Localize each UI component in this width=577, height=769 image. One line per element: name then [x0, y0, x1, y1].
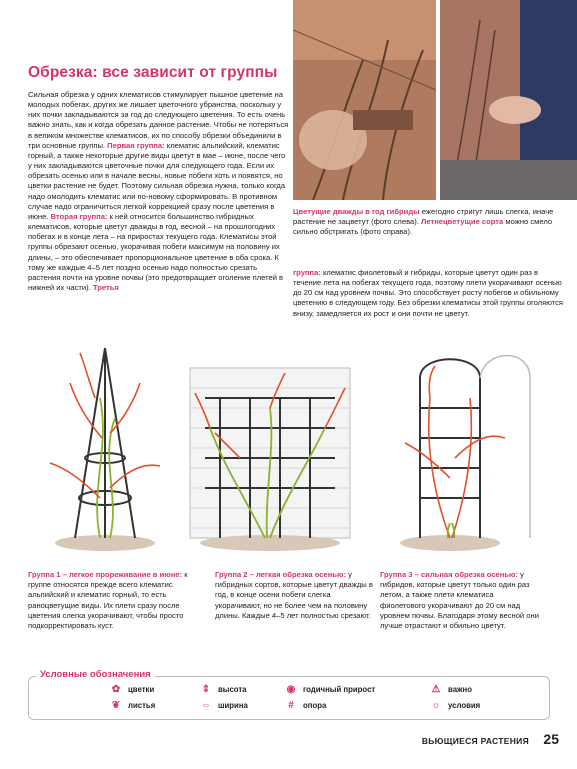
caption-highlight-1: Цветущие дважды в год гибриды: [293, 207, 420, 216]
legend-label: годичный прирост: [303, 685, 376, 694]
growth-icon: ◉: [286, 684, 296, 695]
legend-item-support: [285, 700, 326, 711]
caption-highlight-2: Летнецветущие сорта: [421, 217, 504, 226]
legend-label: важно: [448, 685, 473, 694]
group1-text: клематис альпийский, клематис горный, а также некоторые другие виды цветут в мае – июне, после чего у них закладываются цветочные почки для следующего года. Если их обрезать осенью или в начале весны, новые побеги хоть и появятся, но цветки растение не будет. Поэтому сильная обрезка нужна, только когда надо омолодить клематис или по-новому сформировать. В противном случае надо ограничиться легкой коррекцией сразу после цветения в июне.: [28, 140, 286, 221]
illustration-group1: [40, 338, 170, 558]
page-number: 25: [543, 731, 559, 747]
intro-paragraph: Сильная обрезка у одних клематисов стимулирует пышное цветение на молодых побегах, других же лишает цветочного убранства, поскольку у них почки закладываются за год до следующего цветения. То есть очень важно знать, как и когда обрезать данное растение. Чтобы не потеряться в великом множестве клематисов, их по способу обрезки объединили в три основные группы.: [28, 90, 289, 150]
legend-item-width: [200, 700, 248, 711]
legend-label: условия: [448, 701, 481, 710]
height-icon: ⇕: [201, 684, 211, 695]
legend-label: опора: [303, 701, 327, 710]
group1-caption-text: к группе относятся прежде всего клематис альпийский и клематис горный, то есть раноцветущие виды. Их плети сразу после цветения слегка укорачивают, чтобы просто подкорректировать куст.: [28, 570, 188, 631]
legend-item-leaves: [110, 700, 155, 711]
legend-item-important: [430, 684, 472, 695]
legend-label: листья: [128, 701, 156, 710]
caption-text-1: ежегодно стригут лишь слегка, иначе растение не зацветут (фото слева).: [293, 207, 554, 226]
group3-caption: [380, 570, 540, 631]
group3-caption-text: у гибридов, которые цветут только один раз летом, а также плети клематиса фиолетового укорачивают до 20 см над уровнем почвы. Благодаря этому весной они лучше отрастают и обильно цветут.: [380, 570, 539, 631]
important-icon: ⚠: [431, 684, 441, 695]
group1-caption-title: Группа 1 – легкое прореживание в июне:: [28, 570, 183, 579]
legend-title: Условные обозначения: [36, 669, 155, 680]
group3-label-cont: группа:: [293, 268, 321, 277]
group2-caption-text: у гибридных сортов, которые цветут дважды в год, в конце осени побеги слегка укорачивают, но не более чем на половину длины. Каждые 4–5 лет полностью срезают.: [215, 570, 373, 620]
legend-item-growth: [285, 684, 375, 695]
legend-label: ширина: [218, 701, 248, 710]
legend-item-height: [200, 684, 247, 695]
illustration-group3: [390, 338, 540, 558]
photo-caption: [293, 207, 568, 237]
legend-box: [28, 676, 550, 720]
legend-item-flowers: [110, 684, 154, 695]
group1-caption: [28, 570, 188, 631]
width-icon: ⇔: [201, 700, 211, 711]
group2-label: Вторая группа:: [50, 211, 108, 221]
page-title: Обрезка: все зависит от группы: [28, 64, 278, 81]
legend-label: высота: [218, 685, 247, 694]
group2-caption: [215, 570, 375, 621]
legend-label: цветки: [128, 685, 155, 694]
group3-text: клематис фиолетовый и гибриды, которые цветут один раз в течение лета на побегах текущего года, поэтому плети укорачивают осенью до 20 см над уровнем почвы. Это способствует росту побегов и обильному цветению в следующем году. Без обрезки клематисы этой группы оголяются внизу, замедляется их рост и они почти не цветут.: [293, 268, 564, 318]
group2-caption-title: Группа 2 – легкая обрезка осенью:: [215, 570, 346, 579]
group3-continuation: [293, 268, 568, 319]
section-title: ВЬЮЩИЕСЯ РАСТЕНИЯ: [421, 736, 529, 746]
photo-pruning-left: [293, 0, 436, 200]
group1-label: Первая группа:: [107, 140, 165, 150]
support-icon: #: [288, 700, 294, 711]
group2-text: к ней относится большинство гибридных клематисов, которые цветут дважды в год, весной – на прошлогодних побегах и в конце лета – на приростах текущего года. Клематисы этой группы обрезают осенью, укорачивая побеги максимум на половину их длины, – это обеспечивает пропорциональное цветение в оба срока. К тому же каждые 4–5 лет поздно осенью надо полностью срезать растения почти на уровне почвы (это предотвращает оголение плетей в нижней их части).: [28, 211, 284, 292]
flower-icon: ✿: [111, 684, 121, 695]
leaf-icon: ❦: [111, 700, 121, 711]
legend-item-conditions: [430, 700, 480, 711]
group3-label: Третья: [92, 282, 119, 292]
caption-text-2: можно смело сильно обстригать (фото справа).: [293, 217, 553, 236]
intro-text: [28, 90, 290, 293]
illustration-group2: [185, 338, 355, 558]
conditions-icon: ☼: [431, 700, 441, 711]
group3-caption-title: Группа 3 – сильная обрезка осенью:: [380, 570, 519, 579]
photo-pruning-right: [440, 0, 577, 200]
